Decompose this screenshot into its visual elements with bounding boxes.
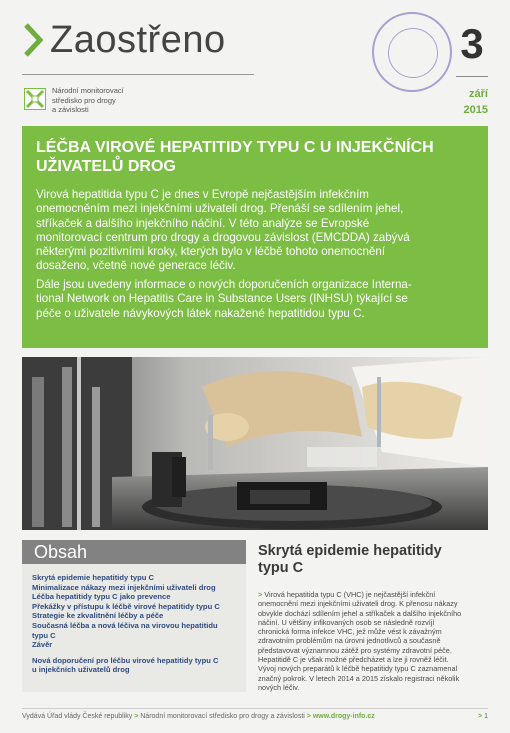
org-name-line: Národní monitorovací bbox=[52, 86, 124, 95]
header-divider bbox=[22, 74, 254, 75]
lead-panel bbox=[22, 126, 488, 348]
article-line: představovat významnou zátěž pro systémy zdravotní péče. bbox=[258, 645, 452, 655]
chevron-right-icon: > bbox=[306, 713, 311, 720]
lead-line: Virová hepatitida typu C je dnes v Evropě nejčastějším infekčním bbox=[36, 188, 369, 201]
lead-paragraph-1 bbox=[36, 188, 476, 274]
article-line: nových léčiv. bbox=[258, 682, 300, 692]
contents-item[interactable]: Strategie ke zkvalitnění léčby a péče bbox=[32, 611, 164, 621]
contents-title: Obsah bbox=[34, 542, 88, 562]
article-line: chronická forma infekce VHC, jež může vést k závažným bbox=[258, 627, 442, 637]
org-name-line: středisko pro drogy bbox=[52, 95, 116, 105]
issue-year: 2015 bbox=[463, 104, 488, 116]
article-line: zdravotním problémům na úrovni jednotlivců a současně bbox=[258, 636, 441, 646]
footer-divider bbox=[22, 708, 488, 709]
article-line: značný pokrok. V letech 2014 a 2015 získalo registraci několik bbox=[258, 673, 460, 683]
footer-url-link[interactable]: www.drogy-info.cz bbox=[312, 713, 375, 720]
issue-number: 3 bbox=[460, 20, 484, 67]
contents-item[interactable]: Závěr bbox=[32, 640, 53, 650]
brand bbox=[22, 20, 226, 60]
library-stamp bbox=[372, 12, 452, 92]
footer-publisher: Vydává Úřad vlády České republiky bbox=[22, 713, 133, 720]
org-name bbox=[52, 86, 162, 115]
lead-line: dosaženo, včetně nové generace léčiv. bbox=[36, 259, 236, 273]
contents-item[interactable]: u injekčních uživatelů drog bbox=[32, 665, 130, 675]
contents-list bbox=[32, 573, 244, 675]
page-number-value: 1 bbox=[484, 713, 488, 720]
lead-paragraph-2 bbox=[36, 278, 476, 321]
lead-line: stříkaček a dalšího injekčního náčiní. V této analýze se Evropské bbox=[36, 216, 370, 230]
article-line: obvykle dochází sdílením jehel a stříkaček a dalšího injekčního bbox=[258, 608, 462, 618]
lead-line: tional Network on Hepatitis Care in Substance Users (INHSU) týkající se bbox=[36, 292, 408, 306]
org-name-line: a závislosti bbox=[52, 105, 89, 114]
lab-photo bbox=[22, 357, 488, 530]
contents-item[interactable]: Skrytá epidemie hepatitidy typu C bbox=[32, 573, 154, 582]
lead-title: LÉČBA VIROVÉ HEPATITIDY TYPU C U INJEKČNÍCH UŽIVATELŮ DROG bbox=[36, 139, 434, 175]
lead-line: onemocněním mezi injekčními uživateli drog. Přenáší se sdílením jehel, bbox=[36, 202, 404, 216]
article-title bbox=[258, 543, 490, 577]
nms-logo-icon bbox=[24, 88, 46, 110]
chevron-right-icon: > bbox=[478, 713, 483, 720]
contents-item[interactable]: typu C bbox=[32, 630, 56, 640]
brand-name: Zaostřeno bbox=[50, 19, 226, 61]
chevron-right-icon: > bbox=[134, 713, 139, 720]
issue-month: září bbox=[469, 88, 488, 100]
article-line: náčiní. U většiny infikovaných osob se následně rozvíjí bbox=[258, 617, 435, 627]
article-line: Vývoj nových preparátů k léčbě hepatitidy typu C zaznamenal bbox=[258, 664, 458, 674]
article-line: Virová hepatitida typu C (VHC) je nejčastější infekční bbox=[264, 590, 436, 599]
chevron-right-icon bbox=[22, 22, 44, 58]
contents-item[interactable]: Minimalizace nákazy mezi injekčními uživateli drog bbox=[32, 582, 216, 592]
lead-line: péče o uživatele návykových látek nakažené hepatitidou typu C. bbox=[36, 306, 365, 320]
article-line: Hepatitidě C je však možné předcházet a lze ji rovněž léčit. bbox=[258, 655, 449, 665]
article-title-line: Skrytá epidemie hepatitidy bbox=[258, 543, 442, 559]
contents-box bbox=[22, 540, 246, 692]
article-body bbox=[258, 590, 490, 692]
chevron-right-icon: > bbox=[258, 590, 263, 599]
contents-item[interactable]: Současná léčba a nová léčiva na virovou hepatitidu bbox=[32, 620, 218, 630]
contents-item[interactable]: Překážky v přístupu k léčbě virové hepatitidy typu C bbox=[32, 601, 220, 611]
article-line: onemocnění mezi injekčními uživateli drog. K přenosu nákazy bbox=[258, 599, 458, 609]
lead-line: monitorovací centrum pro drogy a drogovou závislost (EMCDDA) zabývá bbox=[36, 230, 410, 244]
footer bbox=[22, 713, 375, 720]
lead-line: některými pozitivními kroky, kterých bylo v léčbě tohoto onemocnění bbox=[36, 245, 386, 259]
contents-header bbox=[22, 540, 246, 564]
lead-line: Dále jsou uvedeny informace o nových doporučeních organizace Interna- bbox=[36, 278, 412, 291]
article-title-line: typu C bbox=[258, 560, 304, 576]
contents-item[interactable]: Léčba hepatitidy typu C jako prevence bbox=[32, 592, 171, 602]
footer-org: Národní monitorovací středisko pro drogy a závislosti bbox=[140, 713, 305, 720]
page-number bbox=[466, 713, 488, 720]
issue-divider bbox=[456, 76, 488, 77]
contents-item[interactable]: Nová doporučení pro léčbu virové hepatitidy typu C bbox=[32, 655, 219, 665]
stamp-inner-ring bbox=[388, 28, 438, 78]
